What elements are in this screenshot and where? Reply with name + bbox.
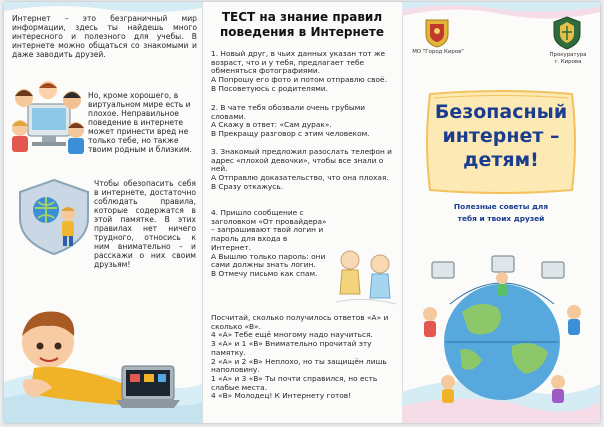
- question-text: 1. Новый друг, в чьих данных указан тот же возраст, что и у тебя, предлагает тебе обменяться фотографиями.: [211, 49, 386, 76]
- intro-paragraph: Интернет – это безграничный мир информации, здесь ты найдешь много интересного и полезного для учебы. В интернете можно общаться со знакомыми и даже заводить друзей.: [12, 14, 197, 59]
- question-text: 3. Знакомый предложил разослать телефон и адрес «плохой девочки», чтобы все знали о ней.: [211, 147, 392, 174]
- result-3: 2 «А» и 2 «В» Неплохо, но ты защищён лишь наполовину.: [211, 356, 387, 375]
- org-right-line2: г. Кирова: [554, 59, 582, 65]
- question-text: 4. Пришло сообщение с заголовком «От провайдера» – запрашивают твой логин и пароль для входа в Интернет.: [211, 208, 327, 252]
- subtitle: Полезные советы для тебя и твоих друзей: [453, 202, 549, 223]
- city-crest-icon: [424, 18, 450, 48]
- brochure-sheet: [4, 2, 600, 423]
- results-block: [211, 314, 393, 401]
- left-panel: [4, 2, 202, 423]
- answer-a: А Попрошу его фото и потом отправлю своё.: [211, 75, 387, 85]
- question-3: [211, 148, 395, 192]
- answer-b: В Отмечу письмо как спам.: [211, 268, 318, 278]
- headline-title: Безопасный интернет – детям!: [434, 101, 568, 171]
- result-4: 1 «А» и 3 «В» Ты почти справился, но есть слабые места.: [211, 373, 378, 392]
- prosecutor-emblem-icon: [552, 16, 582, 50]
- result-1: 4 «А» Тебе ещё многому надо научиться.: [211, 330, 373, 340]
- org-right-line1: Прокуратура: [549, 52, 587, 58]
- safety-paragraph: Чтобы обезопасить себя в интернете, достаточно соблюдать правила, которые содержатся в этой памятке. В этих правилах нет ничего трудного, относись к ним внимательно – и расскажи о них своим друзьям!: [94, 179, 196, 269]
- answer-a: А Скажу в ответ: «Сам дурак».: [211, 120, 332, 130]
- warning-paragraph: Но, кроме хорошего, в виртуальном мире есть и плохое. Неправильное поведение в интернете может принести вред не только тебе, но также твоим родным и близким.: [88, 91, 192, 154]
- answer-a: А Отправлю доказательство, что она плохая.: [211, 173, 389, 183]
- question-2: [211, 104, 395, 139]
- result-5: 4 «В» Молодец! К Интернету готов!: [211, 391, 352, 401]
- boy-laptop-illustration: [4, 302, 202, 423]
- children-computer-illustration: [10, 78, 84, 154]
- middle-panel: [202, 2, 402, 423]
- globe-kids-illustration: [402, 242, 600, 423]
- answer-b: В Прекращу разговор с этим человеком.: [211, 129, 370, 139]
- results-intro: Посчитай, сколько получилось ответов «А» и сколько «В».: [211, 313, 389, 331]
- question-4: [211, 209, 329, 279]
- question-text: 2. В чате тебя обозвали очень грубыми словами.: [211, 103, 366, 121]
- kids-sketch-illustration: [330, 246, 400, 310]
- right-panel: [402, 2, 600, 423]
- answer-b: В Посоветуюсь с родителями.: [211, 83, 328, 93]
- result-2: 3 «А» и 1 «В» Внимательно прочитай эту памятку.: [211, 339, 372, 357]
- answer-b: В Сразу откажусь.: [211, 181, 284, 191]
- org-left-label: МО "Город Киров": [412, 49, 464, 55]
- shield-boy-illustration: [18, 178, 90, 256]
- org-right-label: [540, 52, 596, 66]
- quiz-title: ТЕСТ на знание правил поведения в Интернете: [220, 10, 384, 39]
- answer-a: А Вышлю только пароль: они сами должны знать логин.: [211, 251, 326, 270]
- question-1: [211, 50, 395, 94]
